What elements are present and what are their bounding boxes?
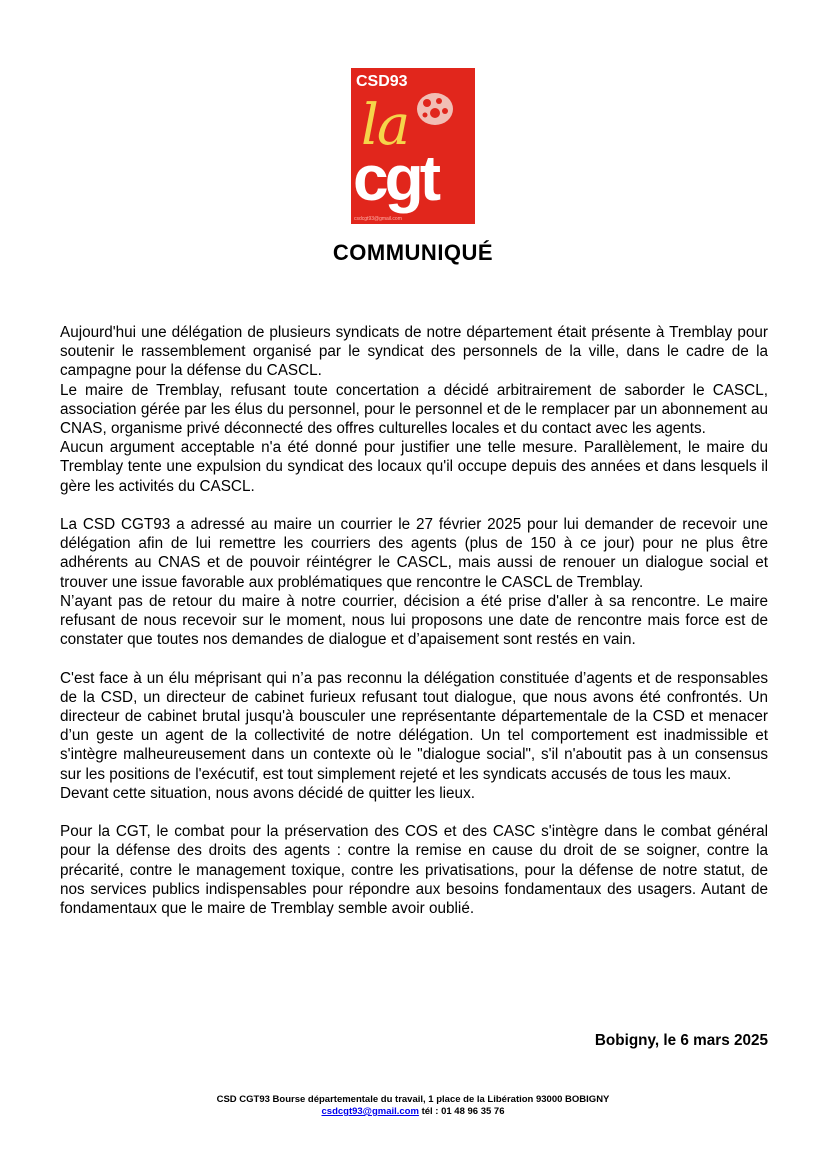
page-title: COMMUNIQUÉ [332, 240, 494, 265]
paragraph: N’ayant pas de retour du maire à notre courrier, décision a été prise d'aller à sa rencontre. Le maire refusant de nous recevoir sur le moment, nous lui proposons une date de rencontre mais force est de constater que toutes nos demandes de dialogue et d’apaisement sont restés en vain. [60, 592, 768, 649]
logo-la-text: la [361, 93, 409, 158]
logo-csd93-text: CSD93 [356, 73, 408, 90]
paragraph: C'est face à un élu méprisant qui n’a pas reconnu la délégation constituée d’agents et de responsables de la CSD, un directeur de cabinet furieux refusant tout dialogue, que nous avons été confrontés. Un directeur de cabinet brutal jusqu'à bousculer une représentante départementale de la CSD et menacer d’un geste un agent de la collectivité de notre délégation. Un tel comportement est inadmissible et s'intègre malheureusement dans un contexte où le "dialogue social", s'il n'aboutit pas à un consensus sur les positions de l'exécutif, est tout simplement rejeté et les syndicats accusés de tous les maux. [60, 669, 768, 783]
footer-email-link[interactable]: csdcgt93@gmail.com [321, 1106, 419, 1117]
logo-email-text: csdcgt93@gmail.com [354, 216, 402, 222]
paragraph-gap [60, 649, 768, 668]
footer-phone: tél : 01 48 96 35 76 [418, 1106, 505, 1117]
paragraph: Pour la CGT, le combat pour la préservation des COS et des CASC s'intègre dans le combat général pour la défense des droits des agents : contre la remise en cause du droit de se soigner, contre la précarité, contre le management toxique, contre les privatisations, pour la défense de notre statut, de nos services publics indispensables pour répondre aux besoins fondamentaux des usagers. Autant de fondamentaux que le maire de Tremblay semble avoir oublié. [60, 823, 768, 918]
cgt-logo [351, 68, 475, 224]
logo-cgt-text: cgt [353, 142, 437, 214]
paragraph-gap [60, 803, 768, 822]
paragraph-gap [60, 496, 768, 515]
signature-place-date: Bobigny, le 6 mars 2025 [594, 1032, 768, 1049]
paragraph: La CSD CGT93 a adressé au maire un courrier le 27 février 2025 pour lui demander de recevoir une délégation afin de lui remettre les courriers des agents (plus de 150 à ce jour) pour ne plus être adhérents au CNAS et de pouvoir réintégrer le CASCL, mais aussi de renouer un dialogue social et trouver une issue favorable aux problématiques que rencontre le CASCL de Tremblay. [60, 516, 768, 591]
paragraph: Devant cette situation, nous avons décidé de quitter les lieux. [60, 784, 475, 802]
paragraph: Aucun argument acceptable n'a été donné pour justifier une telle mesure. Parallèlement, le maire du Tremblay tente une expulsion du syndicat des locaux qu'il occupe depuis des années et dans lesquels il gère les activités du CASCL. [60, 439, 768, 495]
communique-body [60, 323, 768, 918]
footer-contact [0, 1106, 826, 1118]
paragraph: Aujourd'hui une délégation de plusieurs syndicats de notre département était présente à Tremblay pour soutenir le rassemblement organisé par le syndicat des personnels de la ville, dans le cadre de la campagne pour la défense du CASCL. [60, 324, 768, 380]
seine-saint-denis-emblem-icon [415, 91, 455, 127]
footer-address: CSD CGT93 Bourse départementale du travail, 1 place de la Libération 93000 BOBIGNY [216, 1094, 610, 1105]
paragraph: Le maire de Tremblay, refusant toute concertation a décidé arbitrairement de saborder le CASCL, association gérée par les élus du personnel, pour le personnel et de le remplacer par un abonnement au CNAS, organisme privé déconnecté des offres culturelles locales et du contact avec les agents. [60, 381, 768, 438]
footer [0, 1094, 826, 1118]
